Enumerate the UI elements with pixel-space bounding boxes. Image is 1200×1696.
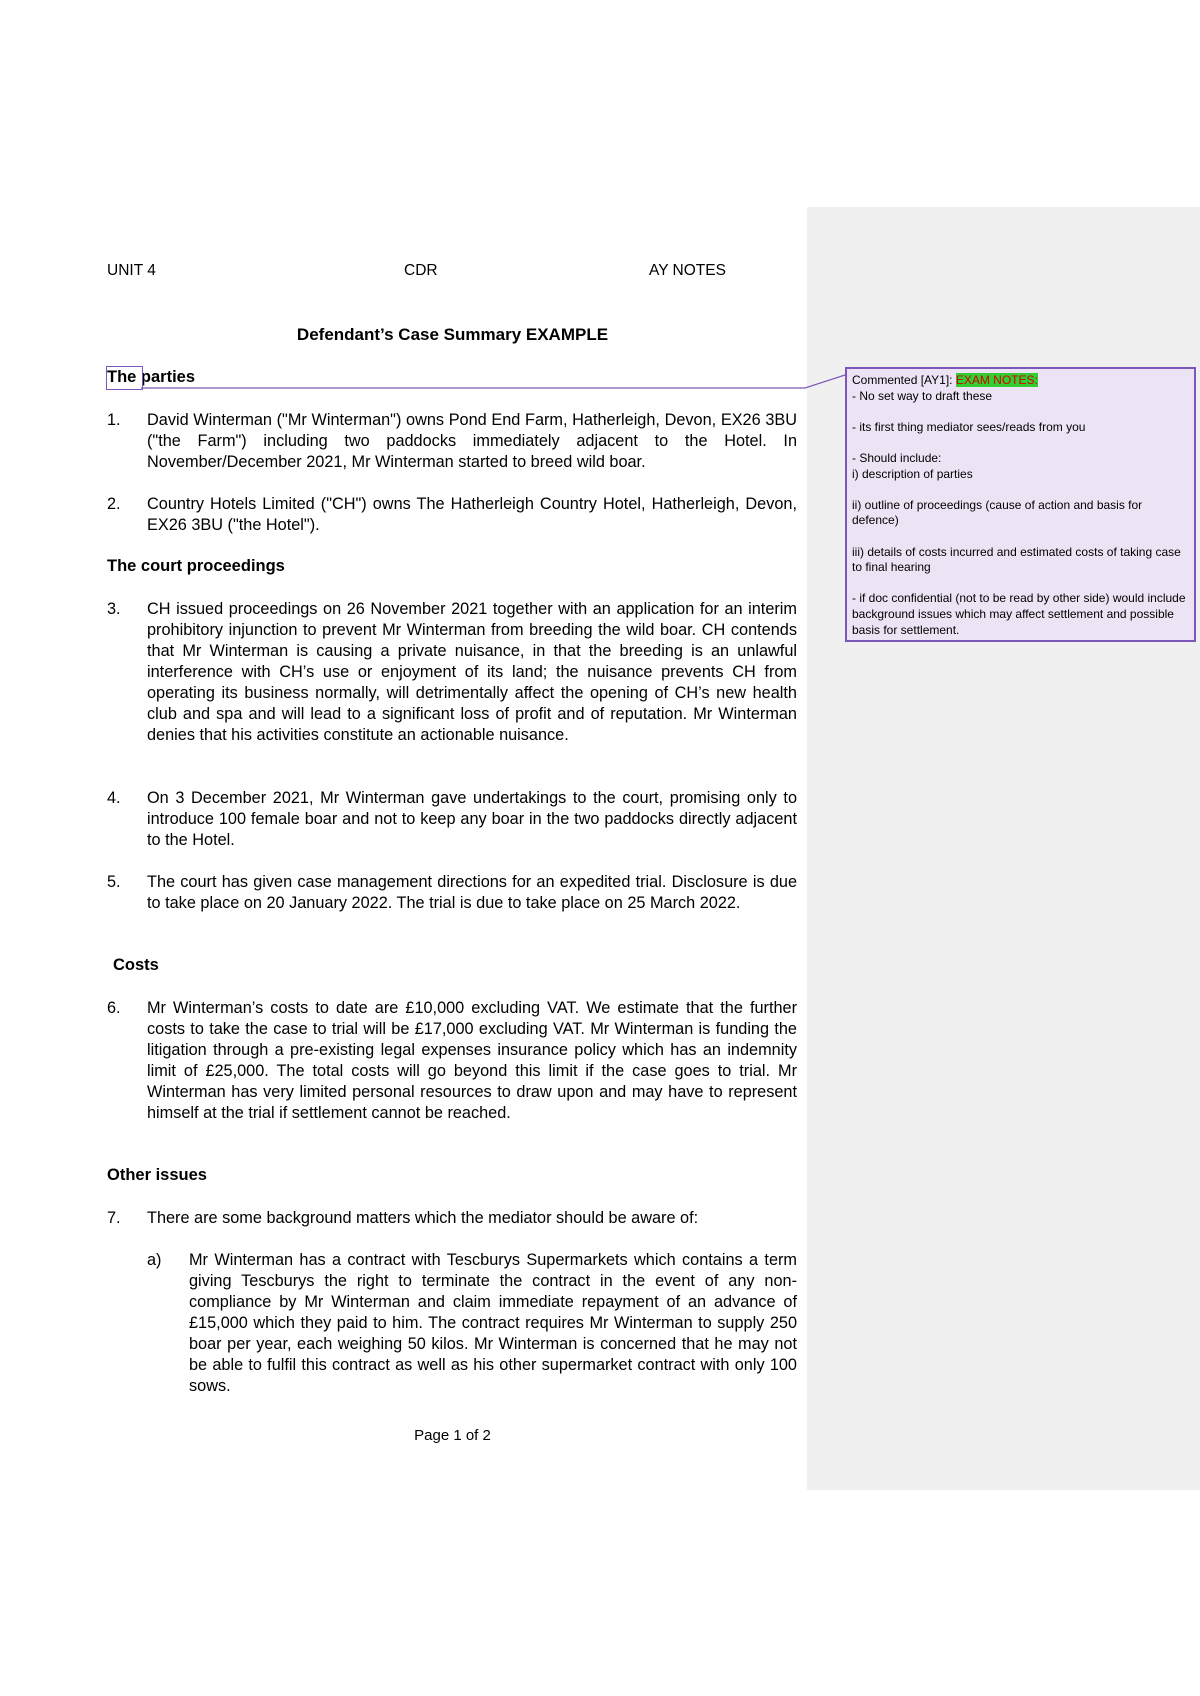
header-center: CDR (404, 262, 438, 279)
comment-highlight: EXAM NOTES: (955, 373, 1038, 387)
heading-court-proceedings: The court proceedings (107, 557, 285, 575)
paragraph-number: 6. (107, 999, 121, 1017)
paragraph-text: The court has given case management directions for an expedited trial. Disclosure is due to take place on 20 January 2022. The trial is due to take place on 25 March 2022. (147, 873, 797, 912)
comment-spacer (852, 576, 1189, 592)
page-footer: Page 1 of 2 (414, 1427, 491, 1444)
comment-spacer (852, 404, 1189, 420)
comment-spacer (852, 435, 1189, 451)
paragraph-text: There are some background matters which the mediator should be aware of: (147, 1209, 699, 1227)
comment-header (852, 373, 1189, 389)
paragraph-text: On 3 December 2021, Mr Winterman gave undertakings to the court, promising only to introduce 100 female boar and not to keep any boar in the two paddocks directly adjacent to the Hotel. (147, 789, 797, 849)
header-right: AY NOTES (649, 262, 726, 279)
comment-line: - Should include: (852, 450, 942, 465)
heading-costs: Costs (113, 956, 159, 974)
comment-anchor-text[interactable]: The (107, 368, 137, 386)
comment-line: - its first thing mediator sees/reads from you (852, 419, 1086, 434)
comment-line: i) description of parties (852, 466, 973, 481)
comment-spacer (852, 482, 1189, 498)
header-left: UNIT 4 (107, 262, 156, 279)
paragraph-text: David Winterman ("Mr Winterman") owns Pond End Farm, Hatherleigh, Devon, EX26 3BU ("the Farm") including two paddocks immediately adjacent to the Hotel. In November/December 2021, Mr Winterman started to breed wild boar. (147, 411, 797, 471)
document-title: Defendant’s Case Summary EXAMPLE (296, 325, 609, 344)
comment-line: iii) details of costs incurred and estimated costs of taking case to final hearing (852, 544, 1181, 575)
comment-line: - No set way to draft these (852, 388, 993, 403)
comment-line: - if doc confidential (not to be read by other side) would include background issues which may affect settlement and possible basis for settlement. (852, 591, 1186, 637)
comment-line: ii) outline of proceedings (cause of action and basis for defence) (852, 497, 1143, 528)
paragraph-number: 3. (107, 600, 121, 618)
comment-spacer (852, 529, 1189, 545)
heading-other-issues: Other issues (107, 1166, 207, 1184)
comment-balloon[interactable] (845, 367, 1196, 642)
paragraph-text: Country Hotels Limited ("CH") owns The Hatherleigh Country Hotel, Hatherleigh, Devon, EX26 3BU ("the Hotel"). (147, 495, 797, 534)
paragraph-number: 1. (107, 411, 121, 429)
paragraph-number: 4. (107, 789, 121, 807)
comment-label: Commented [AY1]: (852, 373, 956, 387)
paragraph-number: 5. (107, 873, 121, 891)
paragraph-number: 7. (107, 1209, 121, 1227)
paragraph-number: 2. (107, 495, 121, 513)
subparagraph-text: Mr Winterman has a contract with Tescburys Supermarkets which contains a term giving Tescburys the right to terminate the contract in the event of any non-compliance by Mr Winterman and claim immediate repayment of an advance of £15,000 which they paid to him. The contract requires Mr Winterman to supply 250 boar per year, each weighing 50 kilos. Mr Winterman is concerned that he may not be able to fulfil this contract as well as his other supermarket contract with only 100 sows. (189, 1251, 797, 1395)
paragraph-text: CH issued proceedings on 26 November 2021 together with an application for an interim prohibitory injunction to prevent Mr Winterman from breeding the wild boar. CH contends that Mr Winterman is causing a private nuisance, in that the breeding is an unlawful interference with CH’s use or enjoyment of its land; the nuisance prevents CH from operating its business normally, will detrimentally affect the opening of CH’s new health club and spa and will lead to a significant loss of profit and of reputation. Mr Winterman denies that his activities constitute an actionable nuisance. (147, 600, 797, 744)
subparagraph-number: a) (147, 1251, 162, 1269)
heading-parties: The parties (107, 368, 196, 386)
paragraph-text: Mr Winterman’s costs to date are £10,000 excluding VAT. We estimate that the further costs to take the case to trial will be £17,000 excluding VAT. Mr Winterman is funding the litigation through a pre-existing legal expenses insurance policy which has an indemnity limit of £25,000. The total costs will go beyond this limit if the case goes to trial. Mr Winterman has very limited personal resources to draw upon and may have to represent himself at the trial if settlement cannot be reached. (147, 999, 797, 1122)
